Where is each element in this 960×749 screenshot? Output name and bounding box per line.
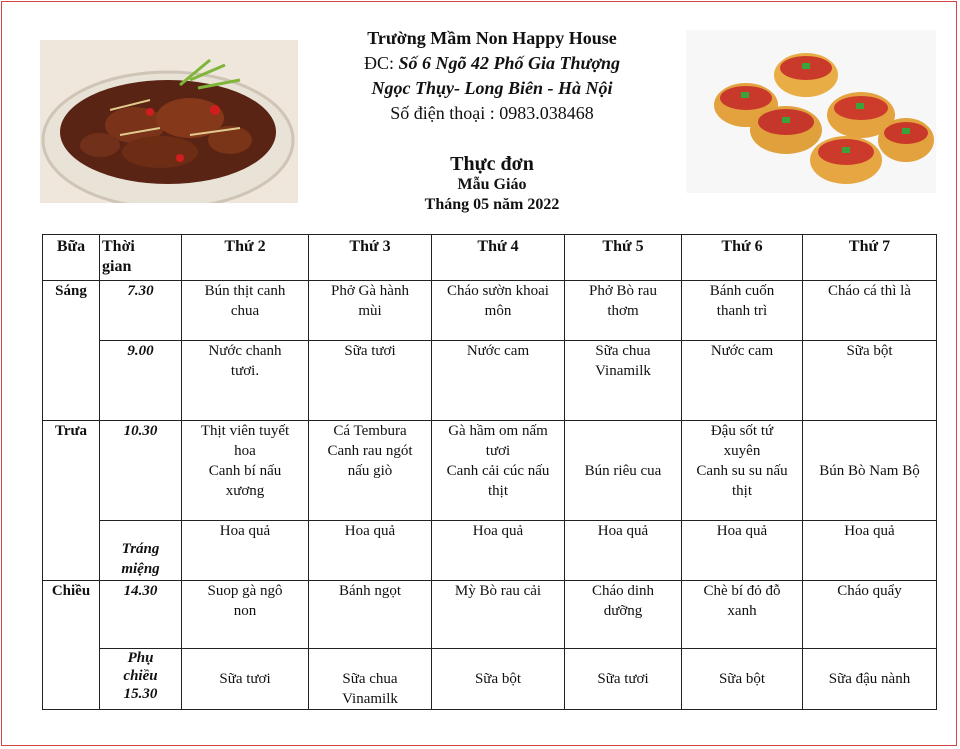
- address-line-1: [300, 51, 684, 76]
- dish-text: Sữa tươi: [597, 671, 649, 687]
- dish-cell: [309, 281, 432, 341]
- dish-cell: [432, 581, 565, 649]
- dish-text: thơm: [607, 303, 639, 319]
- dish-text: Sữa tươi: [344, 343, 396, 359]
- col-header-time: [100, 235, 182, 281]
- col-header-day: Thứ 7: [803, 235, 937, 281]
- dish-text: Hoa quả: [716, 523, 768, 539]
- dish-text: Cháo dinh: [591, 583, 655, 599]
- time-text: miệng: [121, 561, 160, 577]
- dish-text: Bánh cuốn: [709, 283, 775, 299]
- address-line-2: Ngọc Thụy- Long Biên - Hà Nội: [371, 78, 613, 98]
- dish-text: Đậu sốt tứ: [710, 423, 774, 439]
- time-text: 7.30: [127, 283, 154, 299]
- dish-cell: [182, 521, 309, 581]
- menu-table: [42, 234, 937, 710]
- dish-text: Cháo cá thì là: [828, 283, 911, 299]
- dish-text: Suop gà ngô: [207, 583, 283, 599]
- dish-text: thanh trì: [716, 303, 768, 319]
- dish-cell: [432, 521, 565, 581]
- dish-text: Nước chanh: [208, 343, 282, 359]
- dish-text: Thịt viên tuyết: [200, 423, 290, 439]
- dish-text: Cháo sườn khoai: [447, 283, 549, 299]
- time-text: 10.30: [123, 423, 158, 439]
- col-header-day: Thứ 4: [432, 235, 565, 281]
- dish-cell: [309, 421, 432, 521]
- dish-text: Canh cải cúc nấu: [446, 463, 550, 479]
- school-header: [300, 26, 684, 216]
- dish-text: Canh bí nấu: [208, 463, 282, 479]
- time-text: Tráng: [121, 541, 160, 557]
- dish-text: Bún thịt canh: [204, 283, 286, 299]
- dish-cell: [565, 581, 682, 649]
- dish-text: non: [233, 603, 257, 619]
- dish-cell: [432, 281, 565, 341]
- table-header-row: [43, 235, 937, 281]
- dish-cell: [565, 341, 682, 421]
- dish-text: Sữa đậu nành: [828, 671, 911, 687]
- dish-text: Vinamilk: [342, 691, 398, 707]
- dish-cell: [565, 649, 682, 710]
- dish-text: Nước cam: [710, 343, 774, 359]
- dish-cell: [309, 341, 432, 421]
- dish-text: Sữa tươi: [219, 671, 271, 687]
- braised-dish-photo: [40, 40, 298, 203]
- time-text: 15.30: [123, 686, 158, 702]
- col-header-day: Thứ 3: [309, 235, 432, 281]
- dish-cell: [182, 421, 309, 521]
- dish-text: thịt: [487, 483, 508, 499]
- dish-cell: [565, 281, 682, 341]
- dish-text: Sữa bột: [474, 671, 522, 687]
- dish-cell: [803, 281, 937, 341]
- dish-text: Cá Tembura: [333, 423, 407, 439]
- dish-text: Chè bí đỏ đỗ: [703, 583, 781, 599]
- dish-text: Sữa bột: [846, 343, 893, 359]
- dish-cell: [309, 649, 432, 710]
- dish-text: Sữa chua: [595, 343, 651, 359]
- dish-cell: [682, 649, 803, 710]
- time-cell: [100, 521, 182, 581]
- dish-text: mùi: [358, 303, 382, 319]
- table-row: [43, 281, 937, 341]
- dish-text: dưỡng: [603, 603, 643, 619]
- dish-text: xương: [225, 483, 265, 499]
- dish-text: nấu giò: [347, 463, 393, 479]
- dish-cell: [182, 649, 309, 710]
- dish-text: Hoa quả: [219, 523, 271, 539]
- col-header-day: Thứ 5: [565, 235, 682, 281]
- dish-text: tươi.: [230, 363, 260, 379]
- dish-cell: [682, 581, 803, 649]
- dish-text: Cháo quẩy: [837, 583, 902, 599]
- dish-text: Hoa quả: [344, 523, 396, 539]
- dish-text: Nước cam: [466, 343, 530, 359]
- dish-text: Sữa chua: [342, 671, 398, 687]
- dish-cell: [565, 421, 682, 521]
- dish-text: tươi: [485, 443, 511, 459]
- dish-cell: [682, 521, 803, 581]
- menu-subtitle: Mẫu Giáo: [457, 176, 527, 193]
- table-row: [43, 421, 937, 521]
- dish-cell: [565, 521, 682, 581]
- dish-text: Gà hầm om nấm: [448, 423, 548, 439]
- col-header-meal: Bữa: [43, 235, 100, 281]
- school-name: Trường Mầm Non Happy House: [367, 28, 617, 48]
- dish-text: Hoa quả: [597, 523, 649, 539]
- dish-text: xanh: [727, 603, 757, 619]
- col-header-day: Thứ 6: [682, 235, 803, 281]
- dish-text: Bánh ngọt: [338, 583, 402, 599]
- time-text: Phụ: [127, 650, 154, 666]
- dish-text: Canh rau ngót: [327, 443, 413, 459]
- dish-cell: [682, 421, 803, 521]
- dish-cell: [432, 421, 565, 521]
- dish-text: Phở Bò rau: [589, 283, 657, 299]
- meal-name: Sáng: [43, 281, 100, 421]
- dish-cell: [182, 281, 309, 341]
- dish-cell: [432, 341, 565, 421]
- time-cell: [100, 341, 182, 421]
- dish-text: thịt: [731, 483, 752, 499]
- dish-text: Hoa quả: [472, 523, 524, 539]
- dish-cell: [803, 341, 937, 421]
- dish-cell: [682, 281, 803, 341]
- dish-text: Vinamilk: [595, 363, 651, 379]
- dish-text: Hoa quả: [844, 523, 895, 539]
- address-prefix: ĐC:: [364, 53, 399, 73]
- col-header-day: Thứ 2: [182, 235, 309, 281]
- tomato-toast-photo: [686, 30, 936, 193]
- time-cell: [100, 649, 182, 710]
- time-cell: [100, 421, 182, 521]
- dish-cell: [309, 581, 432, 649]
- dish-text: Mỳ Bò rau cải: [454, 583, 542, 599]
- table-row: [43, 581, 937, 649]
- table-row: [43, 649, 937, 710]
- time-cell: [100, 281, 182, 341]
- phone-number: Số điện thoại : 0983.038468: [390, 103, 594, 123]
- dish-text: Phở Gà hành: [331, 283, 409, 299]
- table-row: [43, 521, 937, 581]
- time-cell: [100, 581, 182, 649]
- dish-cell: [309, 521, 432, 581]
- dish-cell: [432, 649, 565, 710]
- dish-text: môn: [484, 303, 512, 319]
- address-street: Số 6 Ngõ 42 Phố Gia Thượng: [398, 53, 620, 73]
- dish-text: Bún riêu cua: [584, 463, 662, 479]
- dish-cell: [182, 581, 309, 649]
- dish-text: xuyên: [723, 443, 761, 459]
- table-row: [43, 341, 937, 421]
- col-header-time-line1: Thời: [102, 238, 135, 255]
- dish-text: Bún Bò Nam Bộ: [819, 463, 920, 479]
- col-header-time-line2: gian: [102, 258, 132, 275]
- dish-cell: [803, 581, 937, 649]
- time-text: 14.30: [123, 583, 158, 599]
- dish-text: hoa: [234, 443, 256, 459]
- dish-cell: [682, 341, 803, 421]
- dish-cell: [182, 341, 309, 421]
- dish-cell: [803, 649, 937, 710]
- dish-text: Sữa bột: [718, 671, 766, 687]
- time-text: 9.00: [127, 343, 154, 359]
- meal-name: Chiều: [43, 581, 100, 710]
- time-text: chiều: [123, 668, 158, 684]
- dish-cell: [803, 521, 937, 581]
- meal-name: Trưa: [43, 421, 100, 581]
- dish-text: chua: [230, 303, 260, 319]
- dish-text: Canh su su nấu: [696, 463, 788, 479]
- menu-month: Tháng 05 năm 2022: [424, 196, 560, 213]
- dish-cell: [803, 421, 937, 521]
- menu-title: Thực đơn: [450, 153, 534, 175]
